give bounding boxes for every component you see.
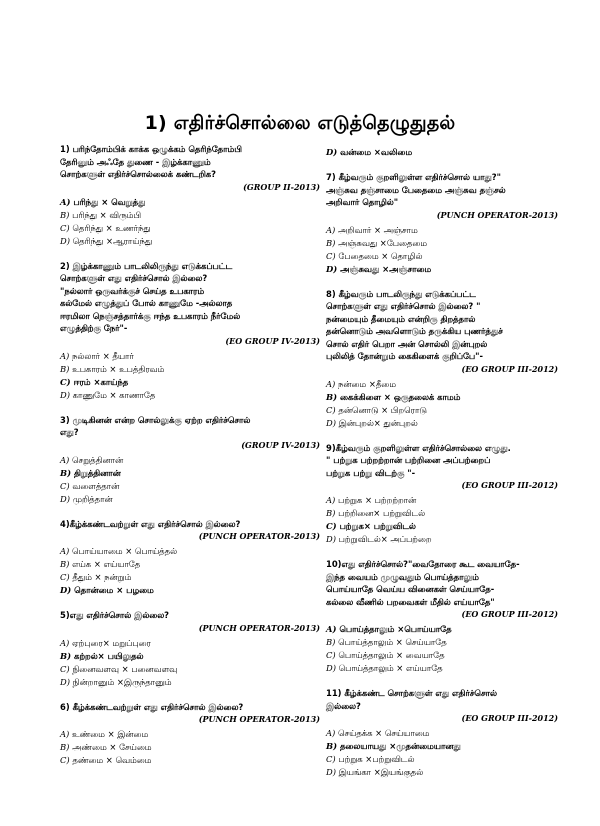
exam-source: (EO GROUP III-2012) <box>461 609 558 619</box>
option-label: B) <box>326 508 336 518</box>
option-label: C) <box>326 754 336 764</box>
question-text-line: 5)எது எதிர்ச்சொல் இல்லை? <box>60 610 170 620</box>
answer-option <box>60 676 320 689</box>
exam-source: (EO GROUP III-2012) <box>461 480 558 490</box>
option-label: B) <box>326 637 336 647</box>
question-text-line: 7) கீழ்வரும் குறளிலுள்ள எதிர்ச்சொல் யாது?" <box>326 172 501 182</box>
answer-options <box>60 196 320 248</box>
question-text-line: 8) கீழ்வரும் பாடலிருந்து எடுக்கப்பட்ட <box>326 288 476 299</box>
option-text: கற்றல்× பயிலுதல் <box>73 650 144 661</box>
question-text-line: புலிலித் தோன்றும் கைகிளைக் குறிப்பே"- <box>326 351 483 361</box>
question-text-line: சொற்களுள் எது எதிர்ச்சொல் இல்லை? <box>60 273 208 283</box>
answer-option-correct <box>326 391 558 404</box>
question-text-line: 10)எது எதிர்ச்சொல்?"வைதோரை கூட வையாதே- <box>326 559 520 569</box>
option-label: B) <box>326 237 336 248</box>
option-text: ஏற்புரை× மறுப்புரை <box>72 637 151 648</box>
question-block <box>326 687 558 779</box>
option-text: பொய்த்தாலும் × எய்யாதே <box>338 663 443 673</box>
option-text: நல்லார் × தீயார் <box>72 350 134 361</box>
question-text-line: 11) கீழ்க்கண்ட சொற்களுள் எது எதிர்ச்சொல் <box>326 688 497 698</box>
question-block <box>326 288 558 430</box>
option-label: A) <box>60 637 70 648</box>
question-text-line: அறிவார் தொழில்" <box>326 197 399 207</box>
question-text-line: கல்மேல் எழுத்துப் போல் காணுமே -அல்லாத <box>60 298 233 308</box>
answer-option <box>60 545 320 558</box>
question-block <box>60 701 320 768</box>
option-text: பற்றுக ×பற்றுவிடல் <box>338 754 415 764</box>
option-label: C) <box>326 404 336 415</box>
option-text: நின்றானும் ×இருந்தானும் <box>72 676 172 687</box>
question-text-line: 6) கீழ்க்கண்டவற்றுள் எது எதிர்ச்சொல் இல்லை? <box>60 701 244 712</box>
answer-option <box>60 350 320 363</box>
question-text-line: நன்மையும் தீமையும் என்றிரு திறத்தால் <box>326 313 476 324</box>
option-label: C) <box>60 755 70 765</box>
exam-source: (GROUP II-2013) <box>243 181 320 192</box>
question-text-line: "நல்லார் ஒருவர்க்குச் செய்த உபகாரம் <box>60 285 205 296</box>
option-label: B) <box>60 559 70 569</box>
option-label: D) <box>326 263 338 274</box>
question-text-line: அஞ்சுவ தஞ்சாமை பேதைமை அஞ்சுவ தஞ்சல் <box>326 184 506 195</box>
option-label: A) <box>326 378 336 389</box>
option-text: இயங்கா ×இயங்குதல் <box>338 767 424 777</box>
option-text: செறுத்தினான் <box>72 454 124 465</box>
option-text: உபகாரம் × உபத்திரவம் <box>72 363 165 374</box>
answer-option <box>60 558 320 571</box>
answer-option <box>60 235 320 248</box>
answer-options <box>326 224 558 276</box>
answer-option <box>60 663 320 676</box>
exam-source: (PUNCH OPERATOR-2013) <box>198 714 320 724</box>
answer-options <box>60 454 320 506</box>
option-text: வன்மை ×வலிமை <box>340 147 413 157</box>
answer-option <box>60 741 320 754</box>
option-text: உண்மை × இன்மை <box>72 729 149 739</box>
answer-options <box>326 146 558 159</box>
answer-option <box>326 237 558 250</box>
question-text-line: 3) முடிகினன் என்ற சொல்லுக்கு ஏற்ற எதிர்ச்சொல் <box>60 414 251 425</box>
answer-option-correct <box>60 650 320 663</box>
option-text: பற்றுக × பற்றற்றான் <box>338 495 417 505</box>
question-text-line: தேரினும் அஃதே துணை - இழ்க்காணும் <box>60 156 211 167</box>
question-text-line: 9)கீழ்வரும் குறளிலுள்ள எதிர்ச்சொல்லை எழுது. <box>326 442 511 453</box>
option-label: C) <box>326 250 336 261</box>
answer-option <box>60 363 320 376</box>
answer-options <box>326 623 558 675</box>
option-label: C) <box>60 480 70 491</box>
answer-option <box>326 378 558 391</box>
answer-options <box>326 727 558 779</box>
answer-option <box>60 209 320 222</box>
answer-option <box>326 766 558 779</box>
exam-source: (EO GROUP III-2012) <box>461 713 558 723</box>
answer-option <box>60 222 320 235</box>
option-text: பொய்த்தாலும் × வையாதே <box>338 650 445 660</box>
answer-option <box>326 250 558 263</box>
option-text: பரிந்து × வெறுத்து <box>73 196 146 207</box>
option-label: D) <box>326 767 336 777</box>
option-text: அறிவார் × அஞ்சாம <box>338 224 418 235</box>
option-text: தெரிந்து × உணர்ந்து <box>72 222 151 233</box>
answer-option <box>60 637 320 650</box>
question-text-line: ஈரமிலா நெஞ்சத்தார்க்கு ஈந்த உபகாரம் நீர்மேல் <box>60 310 241 321</box>
exam-source: (PUNCH OPERATOR-2013) <box>198 622 320 633</box>
option-label: B) <box>60 363 70 374</box>
option-label: A) <box>326 728 336 738</box>
question-block <box>60 414 320 506</box>
option-label: D) <box>60 493 70 504</box>
answer-option-correct <box>326 146 558 159</box>
option-label: D) <box>60 235 70 246</box>
answer-option <box>60 389 320 402</box>
option-label: D) <box>326 534 336 544</box>
exam-source: (PUNCH OPERATOR-2013) <box>436 209 558 220</box>
question-text-line: சொற்களுள் எது எதிர்ச்சொல் இல்லை? " <box>326 301 481 311</box>
question-text-line: எது? <box>60 427 79 437</box>
question-text-line: சொற்களுள் எதிர்ச்சொல்லைக் கண்டறிக? <box>60 169 217 179</box>
option-label: A) <box>326 624 337 634</box>
question-text-line: தன்னொடும் அவளொடும் தருக்கிய புணர்த்துச் <box>326 326 503 336</box>
option-text: தெரிந்து ×ஆராய்ந்து <box>72 235 153 246</box>
answer-option <box>326 662 558 675</box>
answer-options <box>60 637 320 689</box>
question-text-line: பற்றுக பற்று விடற்கு "- <box>326 467 416 478</box>
question-block <box>326 146 558 159</box>
option-label: D) <box>60 676 70 687</box>
answer-option-correct <box>326 263 558 276</box>
question-block <box>60 518 320 598</box>
option-label: B) <box>60 467 72 478</box>
answer-option <box>60 571 320 584</box>
option-label: B) <box>60 742 70 752</box>
option-text: பற்றுக× பற்றுவிடல் <box>339 521 416 531</box>
answer-option-correct <box>326 520 558 533</box>
option-label: A) <box>326 495 336 505</box>
exam-source: (PUNCH OPERATOR-2013) <box>198 531 320 541</box>
option-text: அஞ்சுவது ×பேதைமை <box>338 237 428 248</box>
question-text-line: 4)கீழ்க்கண்டவற்றுள் எது எதிர்ச்சொல் இல்லை? <box>60 518 241 529</box>
answer-option-correct <box>60 376 320 389</box>
answer-options <box>60 728 320 767</box>
option-text: பொய்த்தாலும் × செய்யாதே <box>338 637 447 647</box>
answer-option <box>60 480 320 493</box>
answer-option <box>326 224 558 237</box>
option-label: D) <box>60 585 72 595</box>
option-text: அண்மை × சேய்மை <box>72 742 152 752</box>
question-text-line: பொய்யாதே வெய்ய வினைகள் செய்யாதே- <box>326 584 495 594</box>
option-label: D) <box>326 663 336 673</box>
option-text: அஞ்சுவது ×அஞ்சாமை <box>340 263 432 274</box>
option-text: நன்மை ×தீமை <box>338 378 396 389</box>
option-text: காணுமே × காணாதே <box>72 389 156 400</box>
option-text: பொய்யாமை × பொய்த்தல் <box>72 546 178 556</box>
question-text-line: இல்லை? <box>326 700 361 711</box>
right-column <box>326 143 558 791</box>
answer-option <box>326 727 558 740</box>
answer-option <box>326 507 558 520</box>
option-label: B) <box>326 741 338 751</box>
option-label: B) <box>60 209 70 220</box>
question-text-line: 2) இழ்க்காணும் பாடலிலிருந்து எடுக்கப்பட்ட <box>60 260 233 271</box>
question-text-line: 1) பரிந்தோம்பிக் காக்க ஒழுக்கம் தெரிந்தோம்பி <box>60 144 242 154</box>
option-label: D) <box>326 417 336 428</box>
question-block <box>60 143 320 248</box>
option-text: பேதைமை × தொழில் <box>338 250 423 261</box>
answer-option-correct <box>326 623 558 636</box>
answer-option <box>326 494 558 507</box>
option-label: C) <box>326 521 337 531</box>
option-label: A) <box>60 729 70 739</box>
answer-option <box>60 493 320 506</box>
option-label: C) <box>60 222 70 233</box>
answer-options <box>60 545 320 597</box>
question-block <box>326 558 558 675</box>
answer-option-correct <box>60 196 320 209</box>
option-label: B) <box>60 650 72 661</box>
page-title: 1) எதிர்ச்சொல்லை எடுத்தெழுதுதல் <box>144 112 456 134</box>
answer-option-correct <box>60 584 320 597</box>
left-column <box>60 143 320 779</box>
question-block <box>326 442 558 547</box>
option-label: A) <box>60 546 70 556</box>
answer-option <box>326 533 558 546</box>
question-block <box>326 171 558 276</box>
answer-option <box>326 404 558 417</box>
answer-option <box>326 417 558 430</box>
question-block <box>60 609 320 689</box>
option-label: A) <box>60 196 71 207</box>
option-label: C) <box>326 650 336 660</box>
question-text-line: " பற்றுக பற்றற்றான் பற்றினை அப்பற்றைப் <box>326 455 491 465</box>
question-text-line: சொல் எதிர் பெறா அன் சொல்லி இன்புறல் <box>326 338 488 349</box>
option-text: நினைவளவு × பனைவளவு <box>72 663 178 674</box>
option-label: C) <box>60 572 70 582</box>
answer-option <box>326 636 558 649</box>
option-text: பரிந்து × விரும்பி <box>72 209 141 220</box>
answer-option-correct <box>60 467 320 480</box>
option-label: A) <box>326 224 336 235</box>
exam-source: (EO GROUP IV-2013) <box>225 335 320 346</box>
option-label: B) <box>326 391 338 402</box>
option-text: பற்றுவிடல்× அப்பற்றை <box>338 534 432 544</box>
option-text: செய்தக்க × செய்யாமை <box>338 728 430 738</box>
option-label: C) <box>60 376 71 387</box>
option-text: முறித்தான் <box>72 493 113 504</box>
question-text-line: இந்த வையம் முழுவதும் பொய்த்தாலும் <box>326 571 479 582</box>
option-text: தொன்மை × பழமை <box>74 585 154 595</box>
option-text: எய்க × எய்யாதே <box>72 559 141 569</box>
answer-options <box>326 378 558 430</box>
answer-option <box>60 728 320 741</box>
option-text: கைக்கிளை × ஒருதலைக் காமம் <box>339 391 461 402</box>
answer-option <box>60 754 320 767</box>
option-text: தீதும் × நன்றும் <box>72 572 132 582</box>
option-text: தன்னொடு × பிறரொடு <box>338 404 427 415</box>
answer-option <box>60 454 320 467</box>
question-block <box>60 260 320 402</box>
option-text: பற்றினை× பற்றுவிடல் <box>338 508 426 518</box>
option-text: பொய்த்தாலும் ×பொய்யாதே <box>339 624 452 634</box>
answer-option <box>326 649 558 662</box>
option-label: A) <box>60 454 70 465</box>
option-text: ஈரம் ×காய்ந்த <box>73 376 129 387</box>
answer-option-correct <box>326 740 558 753</box>
option-text: தலையாயது ×முதன்மையானது <box>339 741 461 751</box>
answer-option <box>326 753 558 766</box>
exam-source: (GROUP IV-2013) <box>241 439 320 450</box>
option-text: தண்மை × வெம்மை <box>72 755 152 765</box>
option-text: இன்புறல்× துன்புறல் <box>338 417 418 428</box>
exam-source: (EO GROUP III-2012) <box>461 363 558 374</box>
option-label: D) <box>326 147 338 157</box>
option-label: A) <box>60 350 70 361</box>
question-text-line: கல்லை வீணில் பறவைகள் மீதில் எய்யாதே" <box>326 596 495 607</box>
answer-options <box>60 350 320 402</box>
option-text: திறுத்தினான் <box>73 467 121 478</box>
answer-options <box>326 494 558 546</box>
option-label: C) <box>60 663 70 674</box>
question-text-line: எழுத்திற்கு நேர்"- <box>60 323 128 333</box>
option-text: வளைத்தான் <box>72 480 120 491</box>
option-label: D) <box>60 389 70 400</box>
